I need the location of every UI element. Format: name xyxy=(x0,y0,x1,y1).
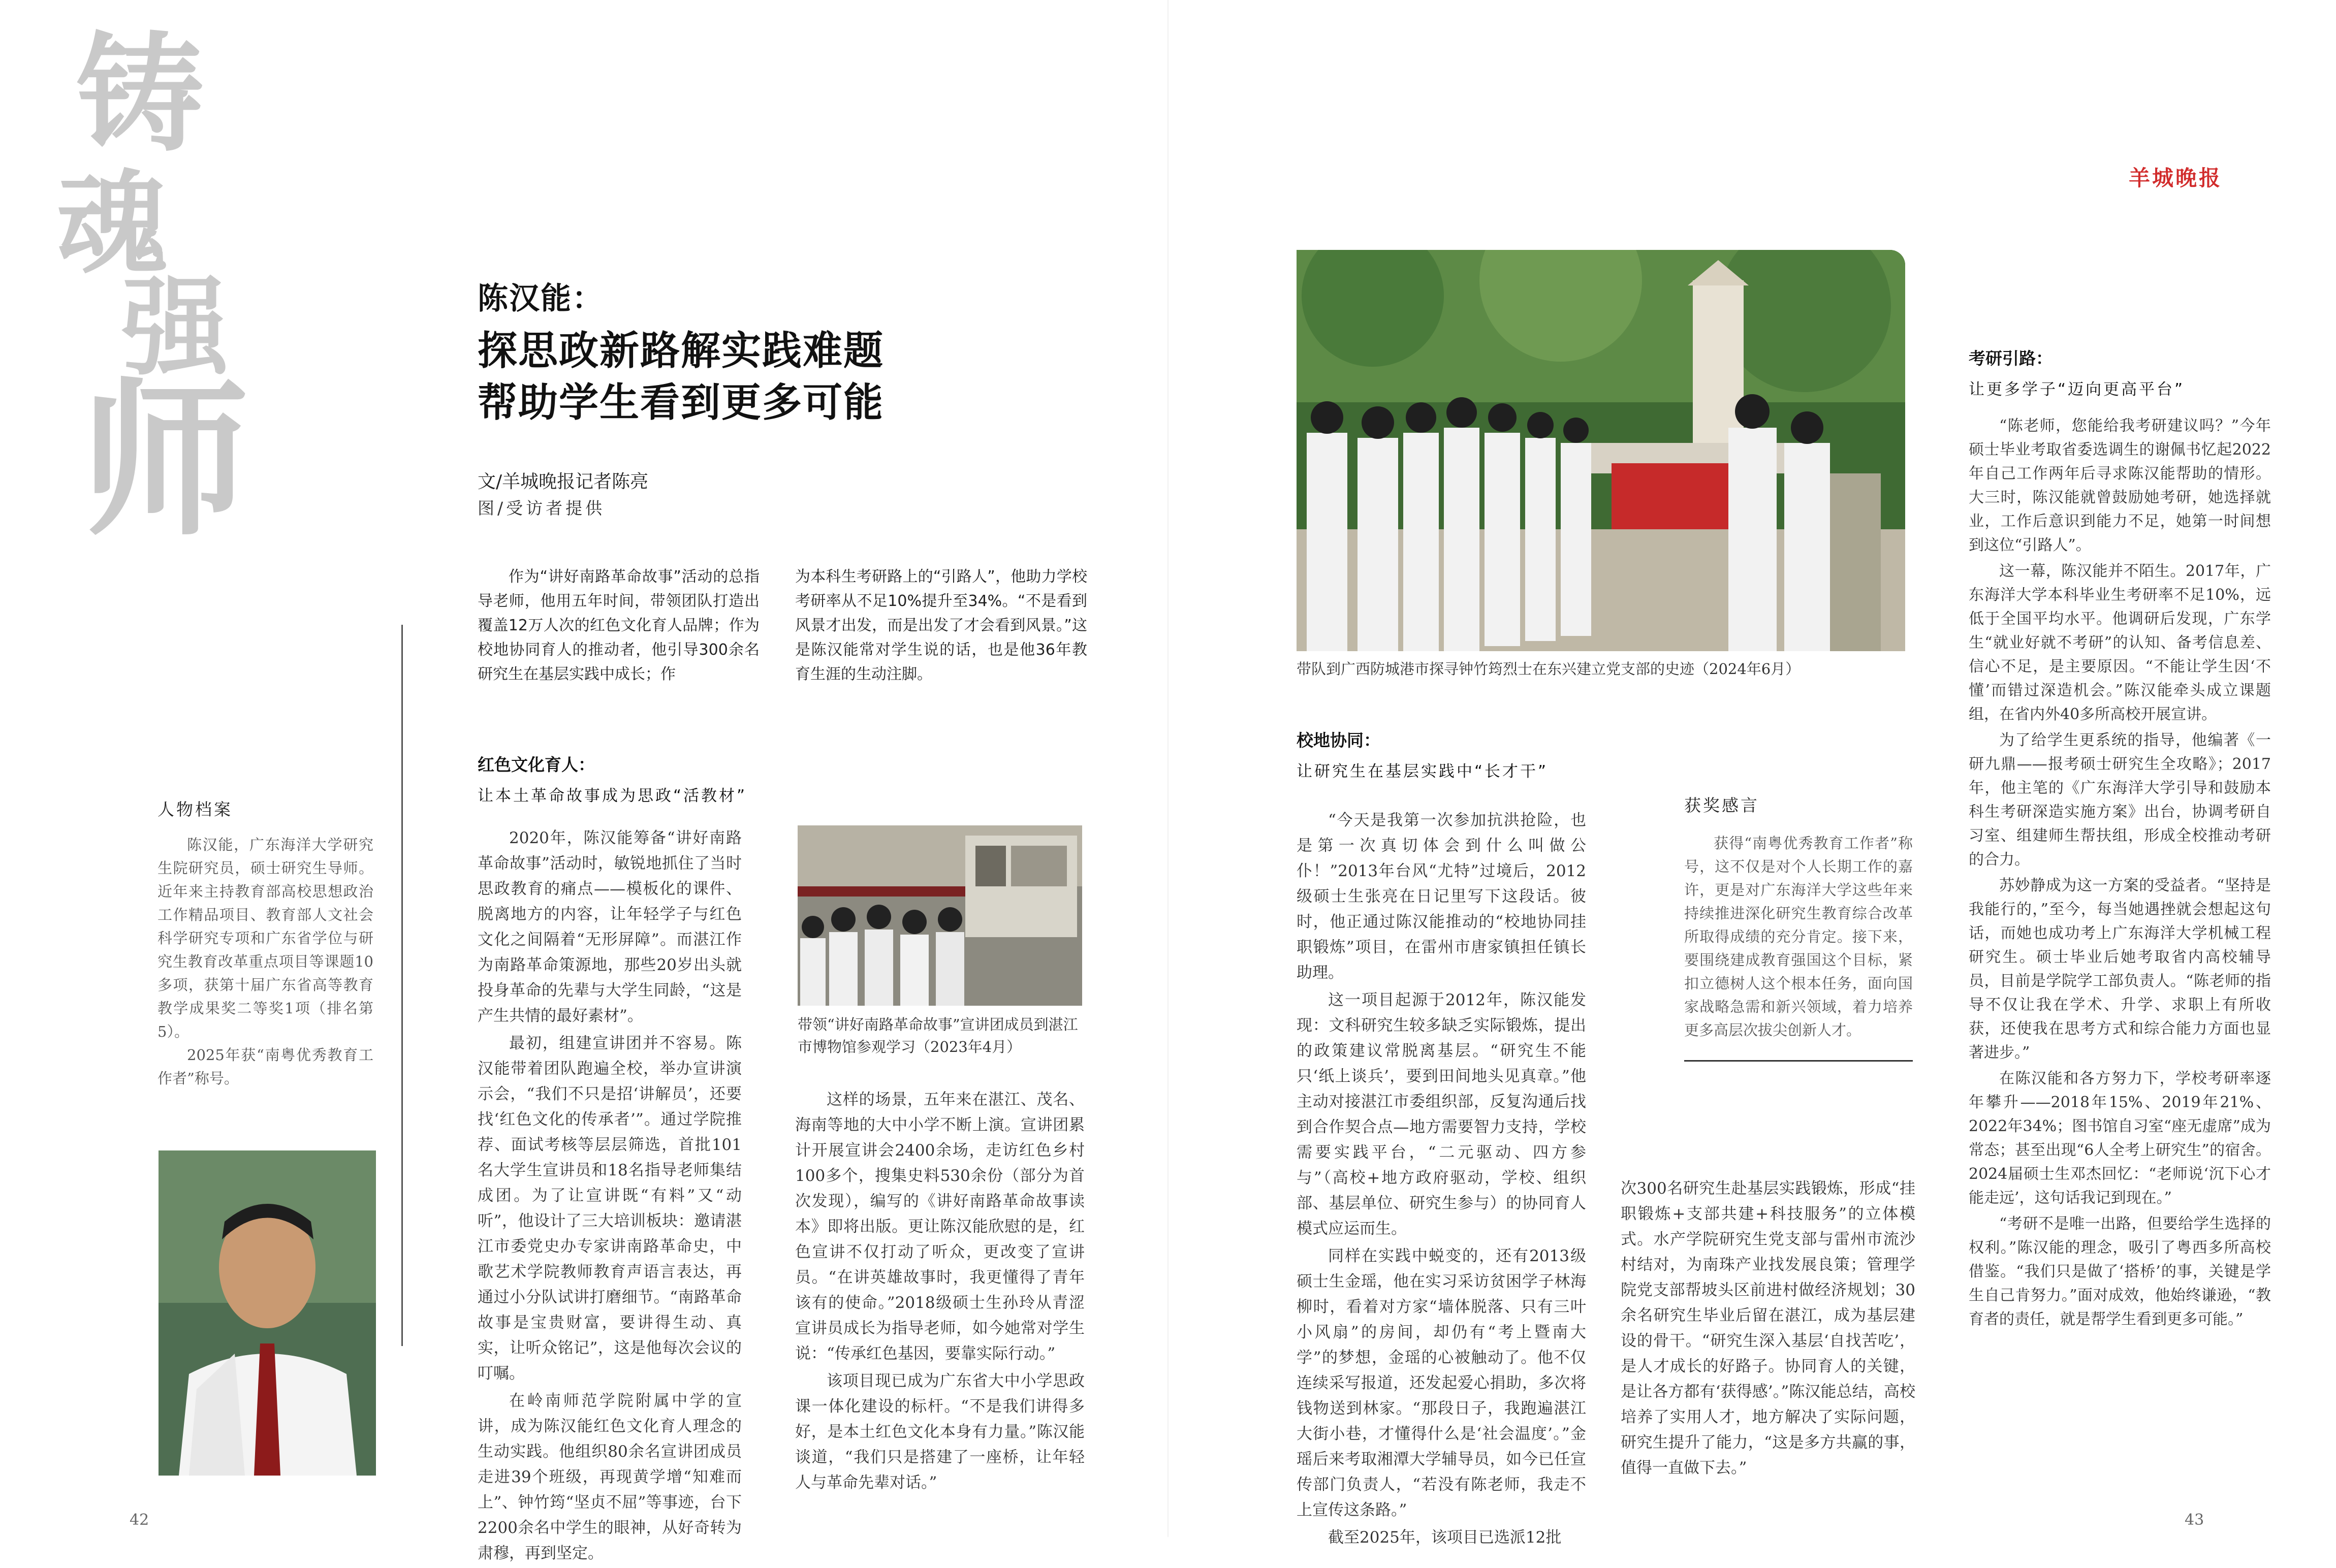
photo-credit: 图/受访者提供 xyxy=(478,498,606,518)
body-paragraph: 这一项目起源于2012年，陈汉能发现：文科研究生较多缺乏实际锻炼，提出的政策建议常脱离基层。“研究生不能只‘纸上谈兵’，要到田间地头见真章。”他主动对接湛江市委组织部，反复沟通后找到合作契合点—地方需要智力支持，学校需要实践平台，“二元驱动、四方参与”（高校+地方政府驱动，学校、组织部、基层单位、研究生参与）的协同育人模式应运而生。 xyxy=(1297,991,1586,1238)
page-number-right: 43 xyxy=(2185,1511,2204,1529)
body-paragraph: “今天是我第一次参加抗洪抢险，也是第一次真切体会到什么叫做公仆！”2013年台风“尤特”过境后，2012级硕士生张亮在日记里写下这段话。彼时，他正通过陈汉能推动的“校地协同挂职锻炼”项目，在雷州市唐家镇担任镇长助理。 xyxy=(1297,811,1586,982)
profile-paragraph: 2025年获“南粤优秀教育工作者”称号。 xyxy=(157,1046,373,1087)
page-number-left: 42 xyxy=(130,1511,149,1529)
headline xyxy=(478,325,884,429)
body-paragraph: 次300名研究生赴基层实践锻炼，形成“挂职锻炼+支部共建+科技服务”的立体模式。水产学院研究生党支部与雷州市流沙村结对，为南珠产业找发展良策；管理学院党支部帮坡头区前进村做经济规划；30余名研究生毕业后留在湛江，成为基层建设的骨干。“研究生深入基层‘自找苦吃’，是人才成长的好路子。协同育人的关键，是让各方都有‘获得感’。”陈汉能总结，高校培养了实用人才，地方解决了实际问题，研究生提升了能力，“这是多方共赢的事，值得一直做下去。” xyxy=(1621,1179,1915,1477)
museum-photo-caption: 带领“讲好南路革命故事”宣讲团成员到湛江市博物馆参观学习（2023年4月） xyxy=(798,1016,1078,1055)
section-exam-col xyxy=(1969,414,2271,1333)
award-text: 获得“南粤优秀教育工作者”称号，这不仅是对个人长期工作的嘉许，更是对广东海洋大学这些年来持续推进深化研究生教育综合改革所取得成绩的充分肯定。接下来，要围绕建成教育强国这个目标，紧扣立德树人这个根本任务，面向国家战略急需和新兴领域，着力培养更多高层次拔尖创新人才。 xyxy=(1684,835,1913,1039)
body-paragraph: 同样在实践中蜕变的，还有2013级硕士生金瑶，他在实习采访贫困学子林海柳时，看着对方家“墙体脱落、只有三叶小风扇”的房间，却仍有“考上暨南大学”的梦想，金瑶的心被触动了。他不仅连续采写报道，还发起爱心捐助，多次将钱物送到林家。“那段日子，我跑遍湛江大街小巷，才懂得什么是‘社会温度’。”金瑶后来考取湘潭大学辅导员，如今已任宣传部门负责人，“若没有陈老师，我走不上宣传这条路。” xyxy=(1297,1247,1586,1519)
section-subheading: 让本土革命故事成为思政“活教材” xyxy=(478,787,747,805)
body-paragraph: “考研不是唯一出路，但要给学生选择的权利。”陈汉能的理念，吸引了粤西多所高校借鉴。“我们只是做了‘搭桥’的事，关键是学生自己肯努力。”面对成效，他始终谦逊，“教育者的责任，就是帮学生看到更多可能。” xyxy=(1969,1215,2271,1328)
section-collaboration-heading xyxy=(1297,727,1652,781)
column-divider xyxy=(401,625,403,1346)
person-name-title: 陈汉能： xyxy=(478,281,604,316)
lead-paragraph: 作为“讲好南路革命故事”活动的总指导老师，他用五年时间，带领团队打造出覆盖12万人次的红色文化育人品牌；作为校地协同育人的推动者，他引导300余名研究生在基层实践中成长；作 xyxy=(478,568,760,683)
section-heading: 考研引路： xyxy=(1969,348,2053,368)
body-paragraph: 截至2025年，该项目已选派12批 xyxy=(1328,1528,1562,1547)
award-divider xyxy=(1684,1060,1913,1062)
headline-line: 探思政新路解实践难题 xyxy=(478,328,885,374)
headline-line: 帮助学生看到更多可能 xyxy=(478,380,885,426)
monument-photo-caption: 带队到广西防城港市探寻钟竹筠烈士在东兴建立党支部的史迹（2024年6月） xyxy=(1297,660,1801,678)
profile-title: 人物档案 xyxy=(157,799,233,819)
monument-visit-photo xyxy=(1297,250,1905,651)
section-exam-heading xyxy=(1969,345,2274,399)
body-paragraph: 苏妙静成为这一方案的受益者。“坚持是我能行的，”至今，每当她遇挫就会想起这句话，而她也成功考上广东海洋大学机械工程研究生。硕士毕业后她考取省内高校辅导员，目前是学院学工部负责人。“陈老师的指导不仅让我在学术、升学、求职上有所收获，还使我在思考方式和综合能力方面也显著进步。” xyxy=(1969,877,2271,1062)
section-collaboration-col2 xyxy=(1621,1176,1915,1483)
body-paragraph: “陈老师，您能给我考研建议吗？”今年硕士毕业考取省委选调生的谢佩书忆起2022年自己工作两年后寻求陈汉能帮助的情形。大三时，陈汉能就曾鼓励她考研，她选择就业，工作后意识到能力不足，她第一时间想到这位“引路人”。 xyxy=(1969,417,2271,554)
section-subheading: 让研究生在基层实践中“长才干” xyxy=(1297,762,1549,781)
page-gutter xyxy=(1167,0,1169,1537)
section-red-culture-col2 xyxy=(795,1087,1085,1497)
calligraphy-char: 强 xyxy=(122,265,229,390)
body-paragraph: 最初，组建宣讲团并不容易。陈汉能带着团队跑遍全校，举办宣讲演示会，“我们不只是招‘讲解员’，还要找‘红色文化的传承者’”。通过学院推荐、面试考核等层层筛选，首批101名大学生宣讲员和18名指导老师集结成团。为了让宣讲既“有料”又“动听”，他设计了三大培训板块：邀请湛江市委党史办专家讲南路革命史，中歌艺术学院教师教育声语言表达，再通过小分队试讲打磨细节。“南路革命故事是宝贵财富，要讲得生动、真实，让听众铭记”，这是他每次会议的叮嘱。 xyxy=(478,1034,742,1383)
section-heading: 校地协同： xyxy=(1297,730,1380,750)
portrait-photo xyxy=(159,1150,376,1476)
body-paragraph: 这一幕，陈汉能并不陌生。2017年，广东海洋大学本科毕业生考研率不足10%，远低于全国平均水平。他调研后发现，广东学生“就业好就不考研”的认知、备考信息差、信心不足，是主要原因。“不能让学生因‘不懂’而错过深造机会。”陈汉能牵头成立课题组，在省内外40多所高校开展宣讲。 xyxy=(1969,562,2271,723)
byline: 文/羊城晚报记者陈亮 xyxy=(478,471,649,492)
newspaper-brand-logo: 羊城晚报 xyxy=(2129,166,2223,190)
section-red-culture-heading xyxy=(478,752,833,806)
calligraphy-char: 铸 xyxy=(76,19,203,169)
body-paragraph: 2020年，陈汉能筹备“讲好南路革命故事”活动时，敏锐地抓住了当时思政教育的痛点——模板化的课件、脱离地方的内容，让年轻学子与红色文化之间隔着“无形屏障”。而湛江作为南路革命策源地，那些20岁出头就投身革命的先辈与大学生同龄，“这是产生共情的最好素材”。 xyxy=(478,829,742,1025)
lead-paragraph-cont: 为本科生考研路上的“引路人”，他助力学校考研率从不足10%提升至34%。“不是看到风景才出发，而是出发了才会看到风景。”这是陈汉能常对学生说的话，也是他36年教育生涯的生动注脚。 xyxy=(795,568,1087,683)
calligraphy-header xyxy=(56,19,249,604)
calligraphy-char: 魂 xyxy=(56,157,168,289)
section-collaboration-col1 xyxy=(1297,808,1586,1552)
profile-text xyxy=(157,833,373,1090)
section-subheading: 让更多学子“迈向更高平台” xyxy=(1969,380,2185,399)
body-paragraph: 为了给学生更系统的指导，他编著《一研九鼎——报考硕士研究生全攻略》；2017年，他主笔的《广东海洋大学引导和鼓励本科生考研深造实施方案》出台，协调考研自习室、组建师生帮扶组，形成全校推动考研的合力。 xyxy=(1969,731,2271,869)
award-title: 获奖感言 xyxy=(1684,795,1759,815)
profile-paragraph: 陈汉能，广东海洋大学研究生院研究员，硕士研究生导师。近年来主持教育部高校思想政治工作精品项目、教育部人文社会科学研究专项和广东省学位与研究生教育改革重点项目等课题10多项，获第十届广东省高等教育教学成果奖二等奖1项（排名第5）。 xyxy=(157,836,373,1040)
body-paragraph: 在岭南师范学院附属中学的宣讲，成为陈汉能红色文化育人理念的生动实践。他组织80余名宣讲团成员走进39个班级，再现黄学增“知难而上”、钟竹筠“坚贞不屈”等事迹，台下2200余名中学生的眼神，从好奇转为肃穆，再到坚定。 xyxy=(478,1392,742,1562)
section-heading: 红色文化育人： xyxy=(478,755,595,775)
calligraphy-char: 师 xyxy=(81,361,249,558)
award-speech-box xyxy=(1684,792,1913,1062)
museum-visit-photo xyxy=(798,825,1082,1006)
body-paragraph: 这样的场景，五年来在湛江、茂名、海南等地的大中小学不断上演。宣讲团累计开展宣讲会2400余场，走访红色乡村100多个，搜集史料530余份（部分为首次发现），编写的《讲好南路革命故事读本》即将出版。更让陈汉能欣慰的是，红色宣讲不仅打动了听众，更改变了宣讲员。“在讲英雄故事时，我更懂得了青年该有的使命。”2018级硕士生孙玲从青涩宣讲员成长为指导老师，如今她常对学生说：“传承红色基因，要靠实际行动。” xyxy=(795,1091,1085,1363)
body-paragraph: 该项目现已成为广东省大中小学思政课一体化建设的标杆。“不是我们讲得多好，是本土红色文化本身有力量。”陈汉能谈道，“我们只是搭建了一座桥，让年轻人与革命先辈对话。” xyxy=(795,1372,1085,1492)
body-paragraph: 在陈汉能和各方努力下，学校考研率逐年攀升——2018年15%、2019年21%、2022年34%；图书馆自习室“座无虚席”成为常态；甚至出现“6人全考上研究生”的宿舍。2024届硕士生邓杰回忆：“老师说‘沉下心才能走远’，这句话我记到现在。” xyxy=(1969,1070,2271,1207)
section-red-culture-col1 xyxy=(478,825,742,1568)
